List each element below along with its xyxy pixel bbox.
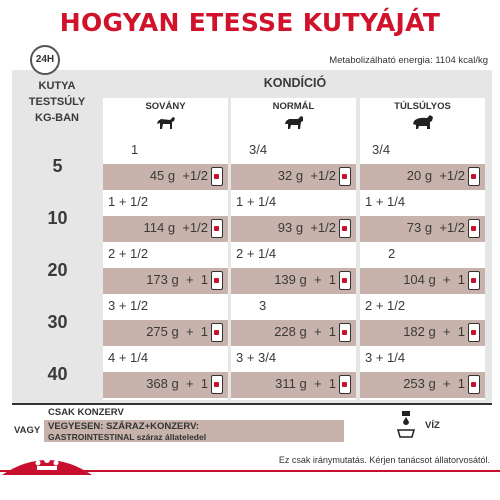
condition-header: KONDÍCIÓ [263,76,327,90]
wet-amount: 173 g + 1 [146,272,208,287]
can-icon [468,323,480,342]
thin-dog-icon [155,113,177,133]
feeding-table [103,98,485,400]
dry-amount: 2 + 1/4 [236,246,277,261]
can-icon [211,167,223,186]
wet-amount: 368 g + 1 [146,376,208,391]
dry-amount: 2 + 1/2 [365,298,406,313]
energy-info: Metabolizálható energia: 1104 kcal/kg [329,55,488,66]
disclaimer: Ez csak iránymutatás. Kérjen tanácsot állatorvosától. [278,455,490,465]
wet-amount: 20 g +1/2 [406,168,465,183]
can-icon [339,323,351,342]
can-icon [211,323,223,342]
can-icon [211,219,223,238]
condition-head [360,98,485,138]
can-icon [339,219,351,238]
weight-header-line: KG-BAN [35,112,79,124]
table-row [231,294,356,346]
dry-amount: 4 + 1/4 [108,350,149,365]
normal-dog-icon [283,113,305,133]
wet-amount: 182 g + 1 [403,324,465,339]
weight-value: 30 [47,312,68,332]
condition-label: TÚLSÚLYOS [394,101,451,112]
weight-header-line: KUTYA [38,80,76,92]
legend-or: VAGY [14,425,41,436]
table-row [103,138,228,190]
weight-value: 10 [47,208,68,228]
dry-amount: 1 [131,142,139,157]
clock-icon [30,45,60,75]
table-row [103,190,228,242]
wet-amount: 311 g + 1 [275,376,336,391]
page-title: HOGYAN ETESSE KUTYÁJÁT [59,8,441,37]
dry-amount: 3 + 1/2 [108,298,149,313]
wet-amount: 45 g +1/2 [149,168,208,183]
can-icon [339,271,351,290]
dry-amount: 2 [388,246,396,261]
can-icon [211,375,223,394]
dry-amount: 3/4 [372,142,391,157]
wet-amount: 275 g + 1 [146,324,208,339]
table-row [360,242,485,294]
legend-can-only: CSAK KONZERV [48,407,124,418]
dry-amount: 1 + 1/4 [236,194,277,209]
wet-amount: 93 g +1/2 [277,220,336,235]
can-icon [468,271,480,290]
table-row [231,346,356,398]
condition-head [231,98,356,138]
footer-line [0,470,500,472]
can-icon [339,167,351,186]
can-icon [468,375,480,394]
wet-amount: 73 g +1/2 [406,220,465,235]
dry-amount: 1 + 1/4 [365,194,406,209]
can-icon [468,167,480,186]
condition-label: SOVÁNY [145,101,186,112]
table-row [231,138,356,190]
legend-divider [12,403,492,405]
table-row [103,346,228,398]
wet-amount: 104 g + 1 [403,272,465,287]
clock-label: 24H [35,54,55,65]
can-icon [211,271,223,290]
dry-amount: 2 + 1/2 [108,246,149,261]
table-row [103,242,228,294]
table-row [231,242,356,294]
dry-amount: 1 + 1/2 [108,194,149,209]
table-row [231,190,356,242]
weight-value: 20 [47,260,68,280]
can-icon [468,219,480,238]
weight-header-line: TESTSÚLY [28,96,86,108]
dry-amount: 3 + 3/4 [236,350,277,365]
wet-amount: 139 g + 1 [274,272,336,287]
wet-amount: 114 g +1/2 [143,220,208,235]
dry-amount: 3 + 1/4 [365,350,406,365]
wet-amount: 32 g +1/2 [277,168,336,183]
legend-mixed: VEGYESEN: SZÁRAZ+KONZERV: [48,421,200,432]
condition-head [103,98,228,138]
table-row [360,138,485,190]
table-row [360,346,485,398]
dry-amount: 3 [259,298,267,313]
weight-value: 40 [47,364,68,384]
wet-amount: 253 g + 1 [403,376,465,391]
legend-water: VÍZ [425,420,440,431]
condition-label: NORMÁL [272,101,315,112]
weight-header [12,78,102,126]
legend-product: GASTROINTESTINAL száraz állateledel [48,432,207,442]
table-row [103,294,228,346]
can-icon [339,375,351,394]
table-row [360,294,485,346]
weight-value: 5 [52,156,63,176]
dry-amount: 3/4 [249,142,268,157]
overweight-dog-icon [412,113,434,133]
table-row [360,190,485,242]
water-bowl-icon [396,410,416,438]
wet-amount: 228 g + 1 [274,324,336,339]
